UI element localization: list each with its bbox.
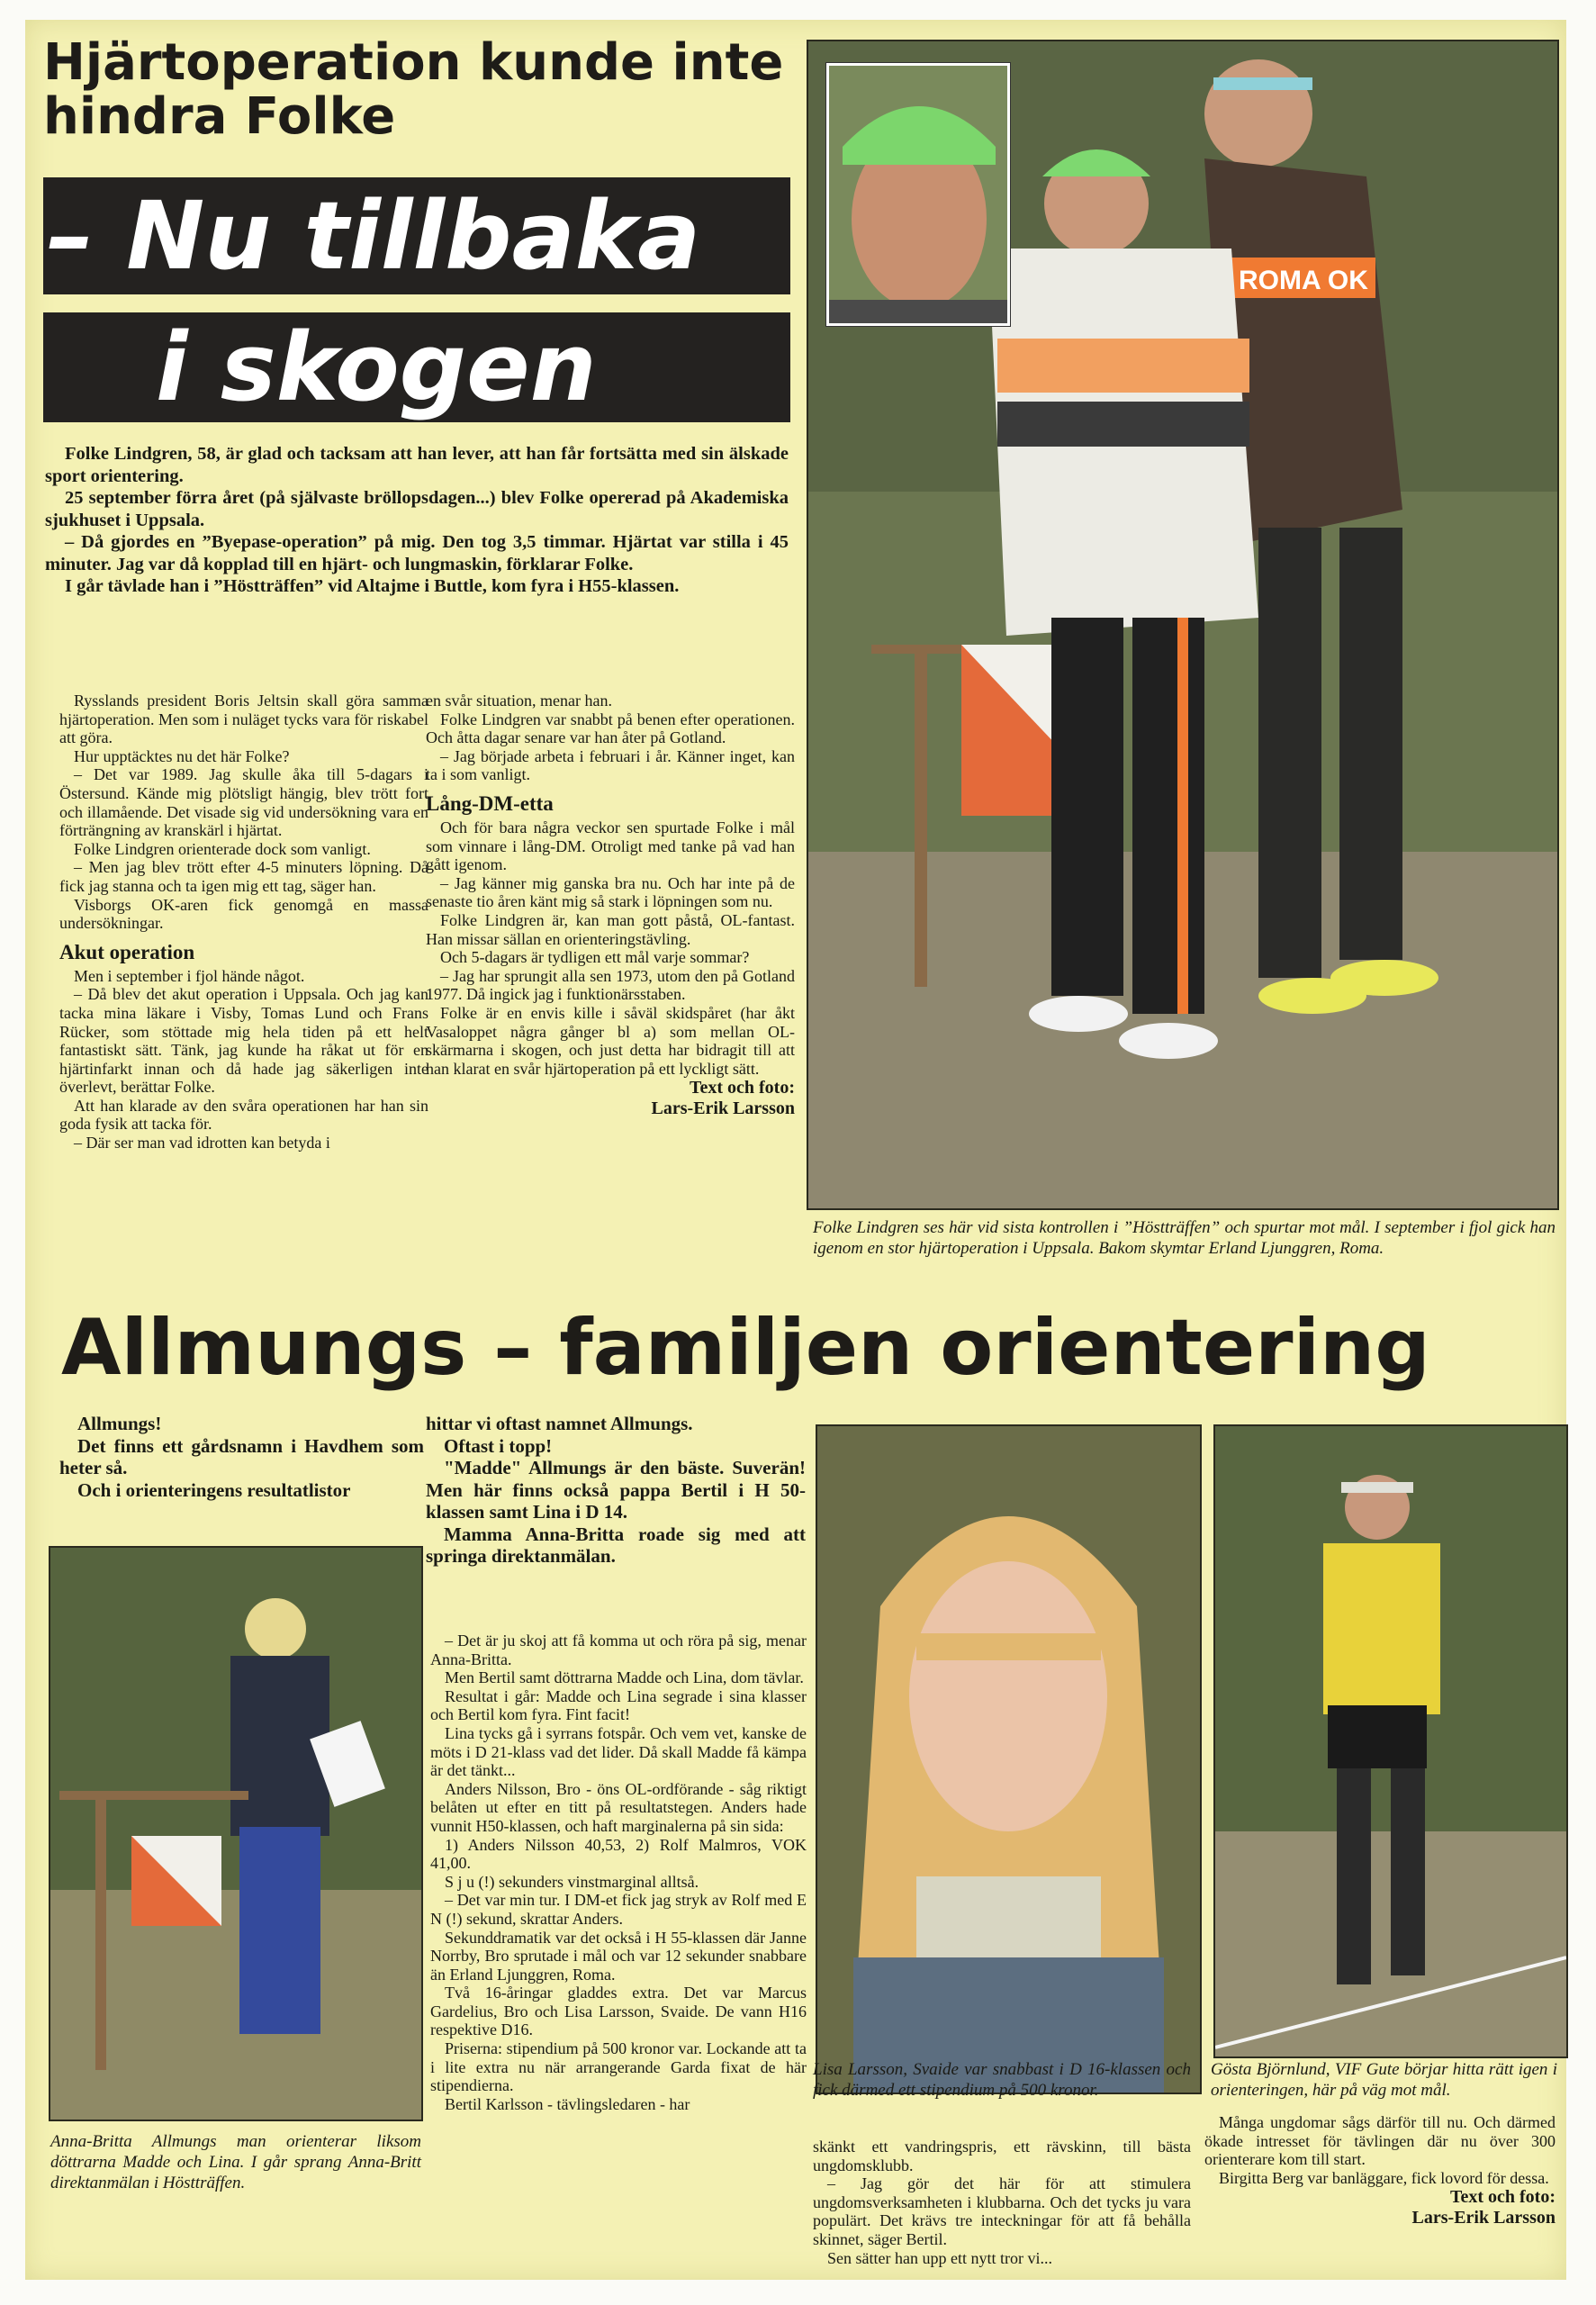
body-paragraph: Rysslands president Boris Jeltsin skall göra samma hjärtoperation. Men som i nuläget tycks vara för riskabel att göra.: [59, 692, 428, 747]
lead-paragraph: Allmungs!: [77, 1413, 162, 1434]
lead-paragraph: hittar vi oftast namnet Allmungs.: [426, 1413, 693, 1434]
body-paragraph: – Jag har sprungit alla sen 1973, utom den på Gotland 1977. Då ingick jag i funktionärsstaben.: [426, 966, 795, 1004]
body-paragraph: Visborgs OK-aren fick genomgå en massa undersökningar.: [59, 895, 428, 933]
body-paragraph: Men Bertil samt döttrarna Madde och Lina, dom tävlar.: [445, 1668, 804, 1687]
body-paragraph: – Jag känner mig ganska bra nu. Och har inte på de senaste tio åren känt mig så stark i löpningen som nu.: [426, 873, 795, 911]
lead-paragraph: Folke Lindgren, 58, är glad och tacksam att han lever, att han får fortsätta med sin älskade sport orientering.: [45, 444, 789, 486]
body-paragraph: Sen sätter han upp ett nytt tror vi...: [827, 2248, 1052, 2267]
body-paragraph: Sekunddramatik var det också i H 55-klassen där Janne Norrby, Bro sprutade i mål och var 12 sekunder snabbare än Erland Ljunggren, Roma.: [430, 1928, 807, 1984]
byline-label: Text och foto:: [1449, 2187, 1555, 2208]
article2-body-column-3: [1204, 2113, 1555, 2228]
article2-headline: Allmungs – familjen orientering: [61, 1303, 1430, 1393]
body-paragraph: – Jag gör det här för att stimulera ungdomsverksamheten i klubbarna. Och det tycks ju vara populärt. Det krävs tre inteckningar för att få behålla skinnet, säger Bertil.: [813, 2174, 1191, 2248]
photo-anna-britta: [49, 1546, 423, 2121]
body-paragraph: Att han klarade av den svåra operationen har han sin goda fysik att tacka för.: [59, 1096, 428, 1134]
shirt-text: ROMA OK: [1239, 266, 1368, 295]
byline-name: Lars-Erik Larsson: [651, 1098, 795, 1119]
body-paragraph: – Då blev det akut operation i Uppsala. Och jag kan tacka mina läkare i Visby, Tomas Lund och Frans Rücker, som stöttade mig hela tiden på ett helt fantastiskt sätt. Tänk, jag kunde ha råkat ut för en hjärtinfarkt innan och då hade jag säkerligen inte överlevt, berättar Folke.: [59, 985, 428, 1097]
body-paragraph: Men i september i fjol hände något.: [74, 966, 305, 985]
lead-paragraph: Oftast i topp!: [444, 1434, 553, 1457]
body-paragraph: – Där ser man vad idrotten kan betyda i: [74, 1134, 330, 1152]
article1-column-1: [59, 692, 428, 1152]
body-paragraph: Folke Lindgren orienterade dock som vanligt.: [74, 839, 371, 858]
body-paragraph: Många ungdomar sågs därför till nu. Och därmed ökade intresset för tävlingen där nu över 300 orienterare kom till start.: [1204, 2113, 1555, 2169]
body-paragraph: Folke Lindgren var snabbt på benen efter operationen. Och åtta dagar senare var han åter på Gotland.: [426, 710, 795, 747]
body-paragraph: – Men jag blev trött efter 4-5 minuters löpning. Då fick jag stanna och ta igen mig ett tag, säger han.: [59, 858, 428, 895]
photo-caption-left: Anna-Britta Allmungs man orienterar liksom döttrarna Madde och Lina. I går sprang Anna-Britt direktanmälan i Höstträffen.: [50, 2132, 421, 2192]
newspaper-page: [25, 20, 1566, 2280]
photo-illustration: [1215, 1426, 1566, 2056]
photo-lisa-larsson: [816, 1424, 1202, 2094]
article2-lead-left: [59, 1413, 424, 1501]
lead-paragraph: I går tävlade han i ”Höstträffen” vid Altajme i Buttle, kom fyra i H55-klassen.: [65, 576, 680, 596]
body-paragraph: Folke Lindgren är, kan man gott påstå, OL-fantast. Han missar sällan en orienteringstävling.: [426, 910, 795, 948]
subheading: Lång-DM-etta: [426, 791, 554, 815]
body-paragraph: Hur upptäcktes nu det här Folke?: [74, 746, 290, 765]
banner-line2-text: i skogen: [156, 312, 597, 422]
body-paragraph: Anders Nilsson, Bro - öns OL-ordförande - såg riktigt belåten ut efter en titt på resultatstegen. Anders hade vunnit H50-klassen, och haft marginalerna på sin sida:: [430, 1779, 807, 1835]
body-paragraph: – Det är ju skoj att få komma ut och röra på sig, menar Anna-Britta.: [430, 1632, 807, 1668]
article2-body-column-2: [813, 2138, 1191, 2267]
photo-caption-middle: Lisa Larsson, Svaide var snabbast i D 16-klassen och fick därmed ett stipendium på 500 kronor.: [813, 2060, 1191, 2100]
body-paragraph: Resultat i går: Madde och Lina segrade i sina klasser och Bertil kom fyra. Fint facit!: [430, 1686, 807, 1724]
byline-label: Text och foto:: [689, 1078, 795, 1098]
body-paragraph: 1) Anders Nilsson 40,53, 2) Rolf Malmros, VOK 41,00.: [430, 1835, 807, 1873]
body-paragraph: skänkt ett vandringspris, ett rävskinn, till bästa ungdomsklubb.: [813, 2138, 1191, 2174]
article1-column-2: [426, 692, 795, 1119]
body-paragraph: Priserna: stipendium på 500 kronor var. Lockande att ta i lite extra nu när arrangerande Garda fixat de här stipendierna.: [430, 2039, 807, 2095]
body-paragraph: – Jag började arbeta i februari i år. Känner inget, kan ta i som vanligt.: [426, 746, 795, 784]
photo-illustration: [817, 1426, 1200, 2093]
body-paragraph: Två 16-åringar gladdes extra. Det var Marcus Gardelius, Bro och Lisa Larsson, Svaide. De vann H16 respektive D16.: [430, 1984, 807, 2039]
kicker-headline: Hjärtoperation kunde inte hindra Folke: [43, 33, 784, 146]
photo-caption-main: Folke Lindgren ses här vid sista kontrollen i ”Höstträffen” och spurtar mot mål. I september i fjol gick han igenom en stor hjärtoperation i Uppsala. Bakom skymtar Erland Ljunggren, Roma.: [813, 1218, 1555, 1258]
body-paragraph: Birgitta Berg var banläggare, fick lovord för dessa.: [1219, 2168, 1549, 2187]
body-paragraph: – Det var 1989. Jag skulle åka till 5-dagars i Östersund. Kände mig plötsligt hängig, blev trött fort och illamående. Det visade sig vid undersökning vara en förträngning av kranskärl i hjärtat.: [59, 765, 428, 840]
banner-headline-line2: [43, 312, 790, 422]
photo-caption-right: Gösta Björnlund, VIF Gute börjar hitta rätt igen i orienteringen, här på väg mot mål.: [1211, 2060, 1557, 2100]
byline-name: Lars-Erik Larsson: [1411, 2208, 1555, 2228]
lead-paragraph: – Då gjordes en ”Byepase-operation” på mig. Den tog 3,5 timmar. Hjärtat var stilla i 45 minuter. Jag var då kopplad till en hjärt- och lungmaskin, förklarar Folke.: [45, 532, 789, 574]
body-paragraph: Lina tycks gå i syrrans fotspår. Och vem vet, kanske de möts i D 21-klass vad det lider. Då skall Madde få kämpa är det tänkt...: [430, 1723, 807, 1780]
article2-body-column: [430, 1632, 807, 2113]
inset-portrait-photo: [826, 63, 1010, 326]
body-paragraph: Och för bara några veckor sen spurtade Folke i mål som vinnare i lång-DM. Otroligt med tanke på vad han gått igenom.: [426, 818, 795, 874]
portrait-illustration: [829, 66, 1007, 323]
lead-paragraph: 25 september förra året (på självaste bröllopsdagen...) blev Folke opererad på Akademiska sjukhuset i Uppsala.: [45, 488, 789, 530]
body-paragraph: en svår situation, menar han.: [426, 692, 612, 710]
lead-paragraph: Och i orienteringens resultatlistor: [77, 1478, 351, 1501]
lead-paragraph: Mamma Anna-Britta roade sig med att springa direktanmälan.: [426, 1523, 806, 1567]
body-paragraph: Folke är en envis kille i såväl skidspåret (har åkt Vasaloppet några gånger bl a) som mellan OL-skärmarna i skogen, och just detta har bidragit till att han klarat en svår hjärtoperation på ett lyckligt sätt.: [426, 1003, 795, 1078]
body-paragraph: Bertil Karlsson - tävlingsledaren - har: [445, 2094, 690, 2113]
article1-lead: [45, 443, 789, 598]
banner-line1-text: – Nu tillbaka: [47, 181, 701, 291]
body-paragraph: Och 5-dagars är tydligen ett mål varje sommar?: [440, 948, 750, 967]
body-paragraph: S j u (!) sekunders vinstmarginal alltså.: [445, 1872, 699, 1891]
photo-illustration: [50, 1548, 421, 2120]
article2-lead-right: [426, 1413, 806, 1568]
subheading: Akut operation: [59, 940, 195, 963]
lead-paragraph: "Madde" Allmungs är den bäste. Suverän! Men här finns också pappa Bertil i H 50-klassen samt Lina i D 14.: [426, 1457, 806, 1523]
lead-paragraph: Det finns ett gårdsnamn i Havdhem som heter så.: [59, 1434, 424, 1478]
banner-headline-line1: [43, 177, 790, 294]
body-paragraph: – Det var min tur. I DM-et fick jag stryk av Rolf med E N (!) sekund, skrattar Anders.: [430, 1891, 807, 1928]
photo-gosta-bjornlund: [1213, 1424, 1568, 2058]
